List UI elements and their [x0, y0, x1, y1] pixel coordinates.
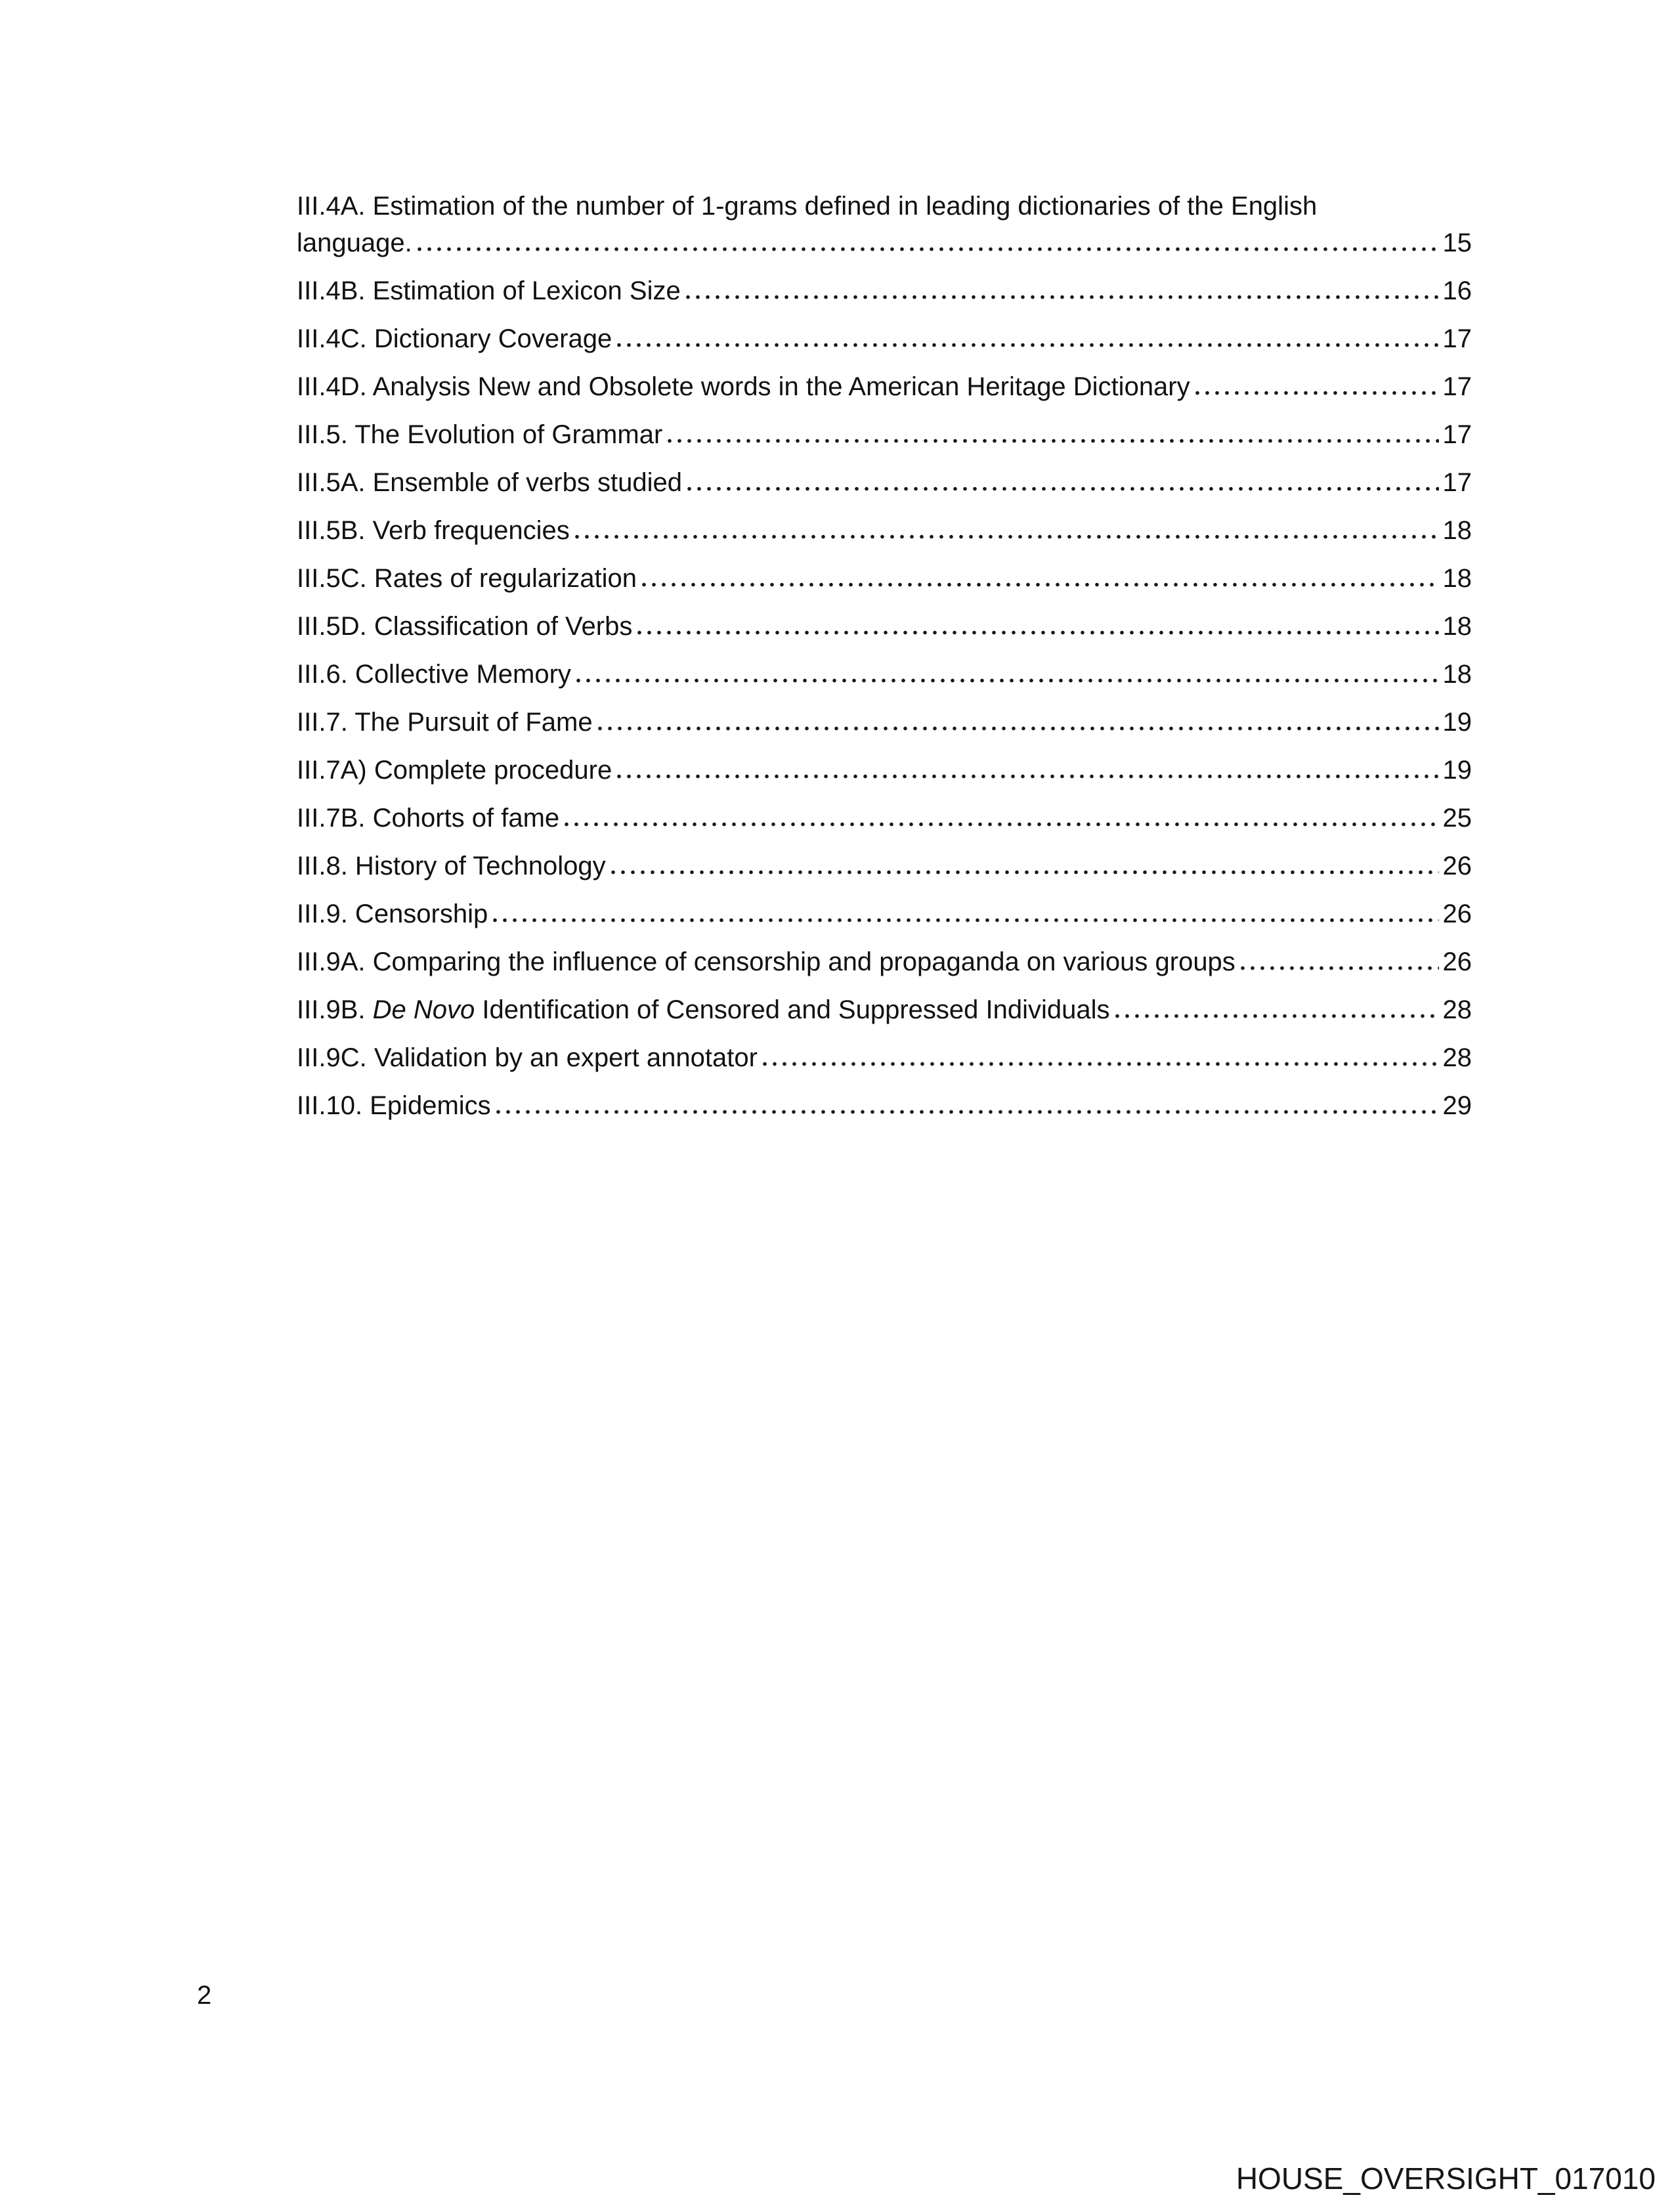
toc-entry	[297, 190, 1472, 259]
toc-entry-row	[297, 323, 1472, 355]
toc-leader-dots	[418, 246, 1439, 251]
toc-entry-label: III.9A. Comparing the influence of censorship and propaganda on various groups	[297, 947, 1235, 976]
toc-page-number: 16	[1442, 276, 1472, 305]
toc-page-number: 17	[1442, 324, 1472, 353]
toc-page-number: 18	[1442, 660, 1472, 689]
toc-entry-label: III.4D. Analysis New and Obsolete words in the American Heritage Dictionary	[297, 372, 1190, 401]
toc-entry-row	[297, 371, 1472, 402]
toc-page-number: 28	[1442, 995, 1472, 1024]
toc-entry-label: III.6. Collective Memory	[297, 660, 571, 689]
toc-entry-label: III.5C. Rates of regularization	[297, 564, 637, 593]
toc-leader-dots	[611, 869, 1439, 875]
toc-leader-dots	[687, 485, 1439, 491]
toc-leader-dots	[496, 1108, 1439, 1114]
toc-entry-label: III.7B. Cohorts of fame	[297, 804, 560, 833]
toc-page-number: 19	[1442, 708, 1472, 737]
toc-page-number: 29	[1442, 1091, 1472, 1120]
toc-entry	[297, 371, 1472, 402]
toc-entry-row	[297, 563, 1472, 594]
toc-entry	[297, 323, 1472, 355]
toc-entry	[297, 611, 1472, 642]
toc-entry-row	[297, 994, 1472, 1026]
toc-leader-dots	[1195, 389, 1439, 395]
toc-page-number: 18	[1442, 564, 1472, 593]
toc-page-number: 17	[1442, 372, 1472, 401]
toc-entry-row	[297, 898, 1472, 930]
toc-entry	[297, 563, 1472, 594]
toc-leader-dots	[617, 341, 1438, 347]
toc-leader-dots	[1241, 965, 1439, 970]
toc-entry-label: III.10. Epidemics	[297, 1091, 491, 1120]
toc-entry-row	[297, 275, 1472, 307]
toc-entry-label: III.9. Censorship	[297, 900, 488, 928]
toc-leader-dots	[617, 773, 1438, 779]
toc-entry-label: III.7A) Complete procedure	[297, 756, 612, 785]
toc-entry	[297, 898, 1472, 930]
toc-entry-row	[297, 419, 1472, 450]
page-number: 2	[197, 1981, 212, 2010]
toc-entry-label: III.4C. Dictionary Coverage	[297, 324, 612, 353]
toc-leader-dots	[598, 725, 1439, 731]
toc-leader-dots	[637, 629, 1438, 635]
toc-entry-row	[297, 946, 1472, 978]
toc-leader-dots	[668, 437, 1438, 443]
toc-entry-row	[297, 611, 1472, 642]
toc-leader-dots	[686, 293, 1439, 299]
toc-leader-dots	[575, 533, 1439, 539]
toc-leader-dots	[576, 677, 1439, 683]
toc-page-number: 19	[1442, 756, 1472, 785]
toc-entry	[297, 994, 1472, 1026]
toc-page-number: 17	[1442, 420, 1472, 449]
toc-entry	[297, 1090, 1472, 1121]
toc-entry-label: III.7. The Pursuit of Fame	[297, 708, 593, 737]
toc-entry-label: III.5D. Classification of Verbs	[297, 612, 633, 641]
toc-page-number: 18	[1442, 516, 1472, 545]
toc-page-number: 18	[1442, 612, 1472, 641]
toc-leader-dots	[493, 917, 1438, 922]
toc-leader-dots	[565, 821, 1438, 827]
toc-entry-row	[297, 227, 1472, 259]
toc-entry-row	[297, 1090, 1472, 1121]
toc-entry-label: III.9C. Validation by an expert annotator	[297, 1043, 758, 1072]
toc-entry-row	[297, 802, 1472, 834]
toc-entry-label: III.4B. Estimation of Lexicon Size	[297, 276, 681, 305]
toc-entry	[297, 706, 1472, 738]
toc-entry-row	[297, 1042, 1472, 1073]
toc-leader-dots	[642, 581, 1438, 587]
toc-entry-row	[297, 467, 1472, 498]
toc-entry-label: III.9B. De Novo Identification of Censored and Suppressed Individuals	[297, 995, 1110, 1024]
toc-entry	[297, 467, 1472, 498]
toc-entry-label: language.	[297, 228, 412, 257]
toc-list	[297, 190, 1472, 1138]
toc-leader-dots	[1115, 1012, 1439, 1018]
toc-entry	[297, 515, 1472, 546]
toc-page-number: 25	[1442, 804, 1472, 833]
toc-entry	[297, 754, 1472, 786]
toc-page-number: 17	[1442, 468, 1472, 497]
toc-entry	[297, 419, 1472, 450]
toc-entry-label: III.8. History of Technology	[297, 852, 606, 880]
toc-entry-row	[297, 706, 1472, 738]
toc-entry	[297, 802, 1472, 834]
toc-entry	[297, 850, 1472, 882]
toc-entry	[297, 946, 1472, 978]
toc-entry-row	[297, 515, 1472, 546]
toc-page-number: 26	[1442, 852, 1472, 880]
toc-entry-label: III.5. The Evolution of Grammar	[297, 420, 663, 449]
bates-stamp: HOUSE_OVERSIGHT_017010	[1235, 2161, 1656, 2196]
toc-entry	[297, 659, 1472, 690]
toc-entry-label: III.5A. Ensemble of verbs studied	[297, 468, 682, 497]
toc-entry-row	[297, 754, 1472, 786]
toc-entry	[297, 1042, 1472, 1073]
toc-page-number: 26	[1442, 947, 1472, 976]
toc-page-number: 26	[1442, 900, 1472, 928]
toc-page-number: 15	[1442, 228, 1472, 257]
toc-entry-row	[297, 850, 1472, 882]
toc-leader-dots	[763, 1060, 1439, 1066]
toc-entry-row	[297, 659, 1472, 690]
toc-page-number: 28	[1442, 1043, 1472, 1072]
toc-entry	[297, 275, 1472, 307]
toc-entry-label: III.5B. Verb frequencies	[297, 516, 570, 545]
toc-entry-text-wrapped-line: III.4A. Estimation of the number of 1-grams defined in leading dictionaries of the English	[297, 192, 1318, 221]
